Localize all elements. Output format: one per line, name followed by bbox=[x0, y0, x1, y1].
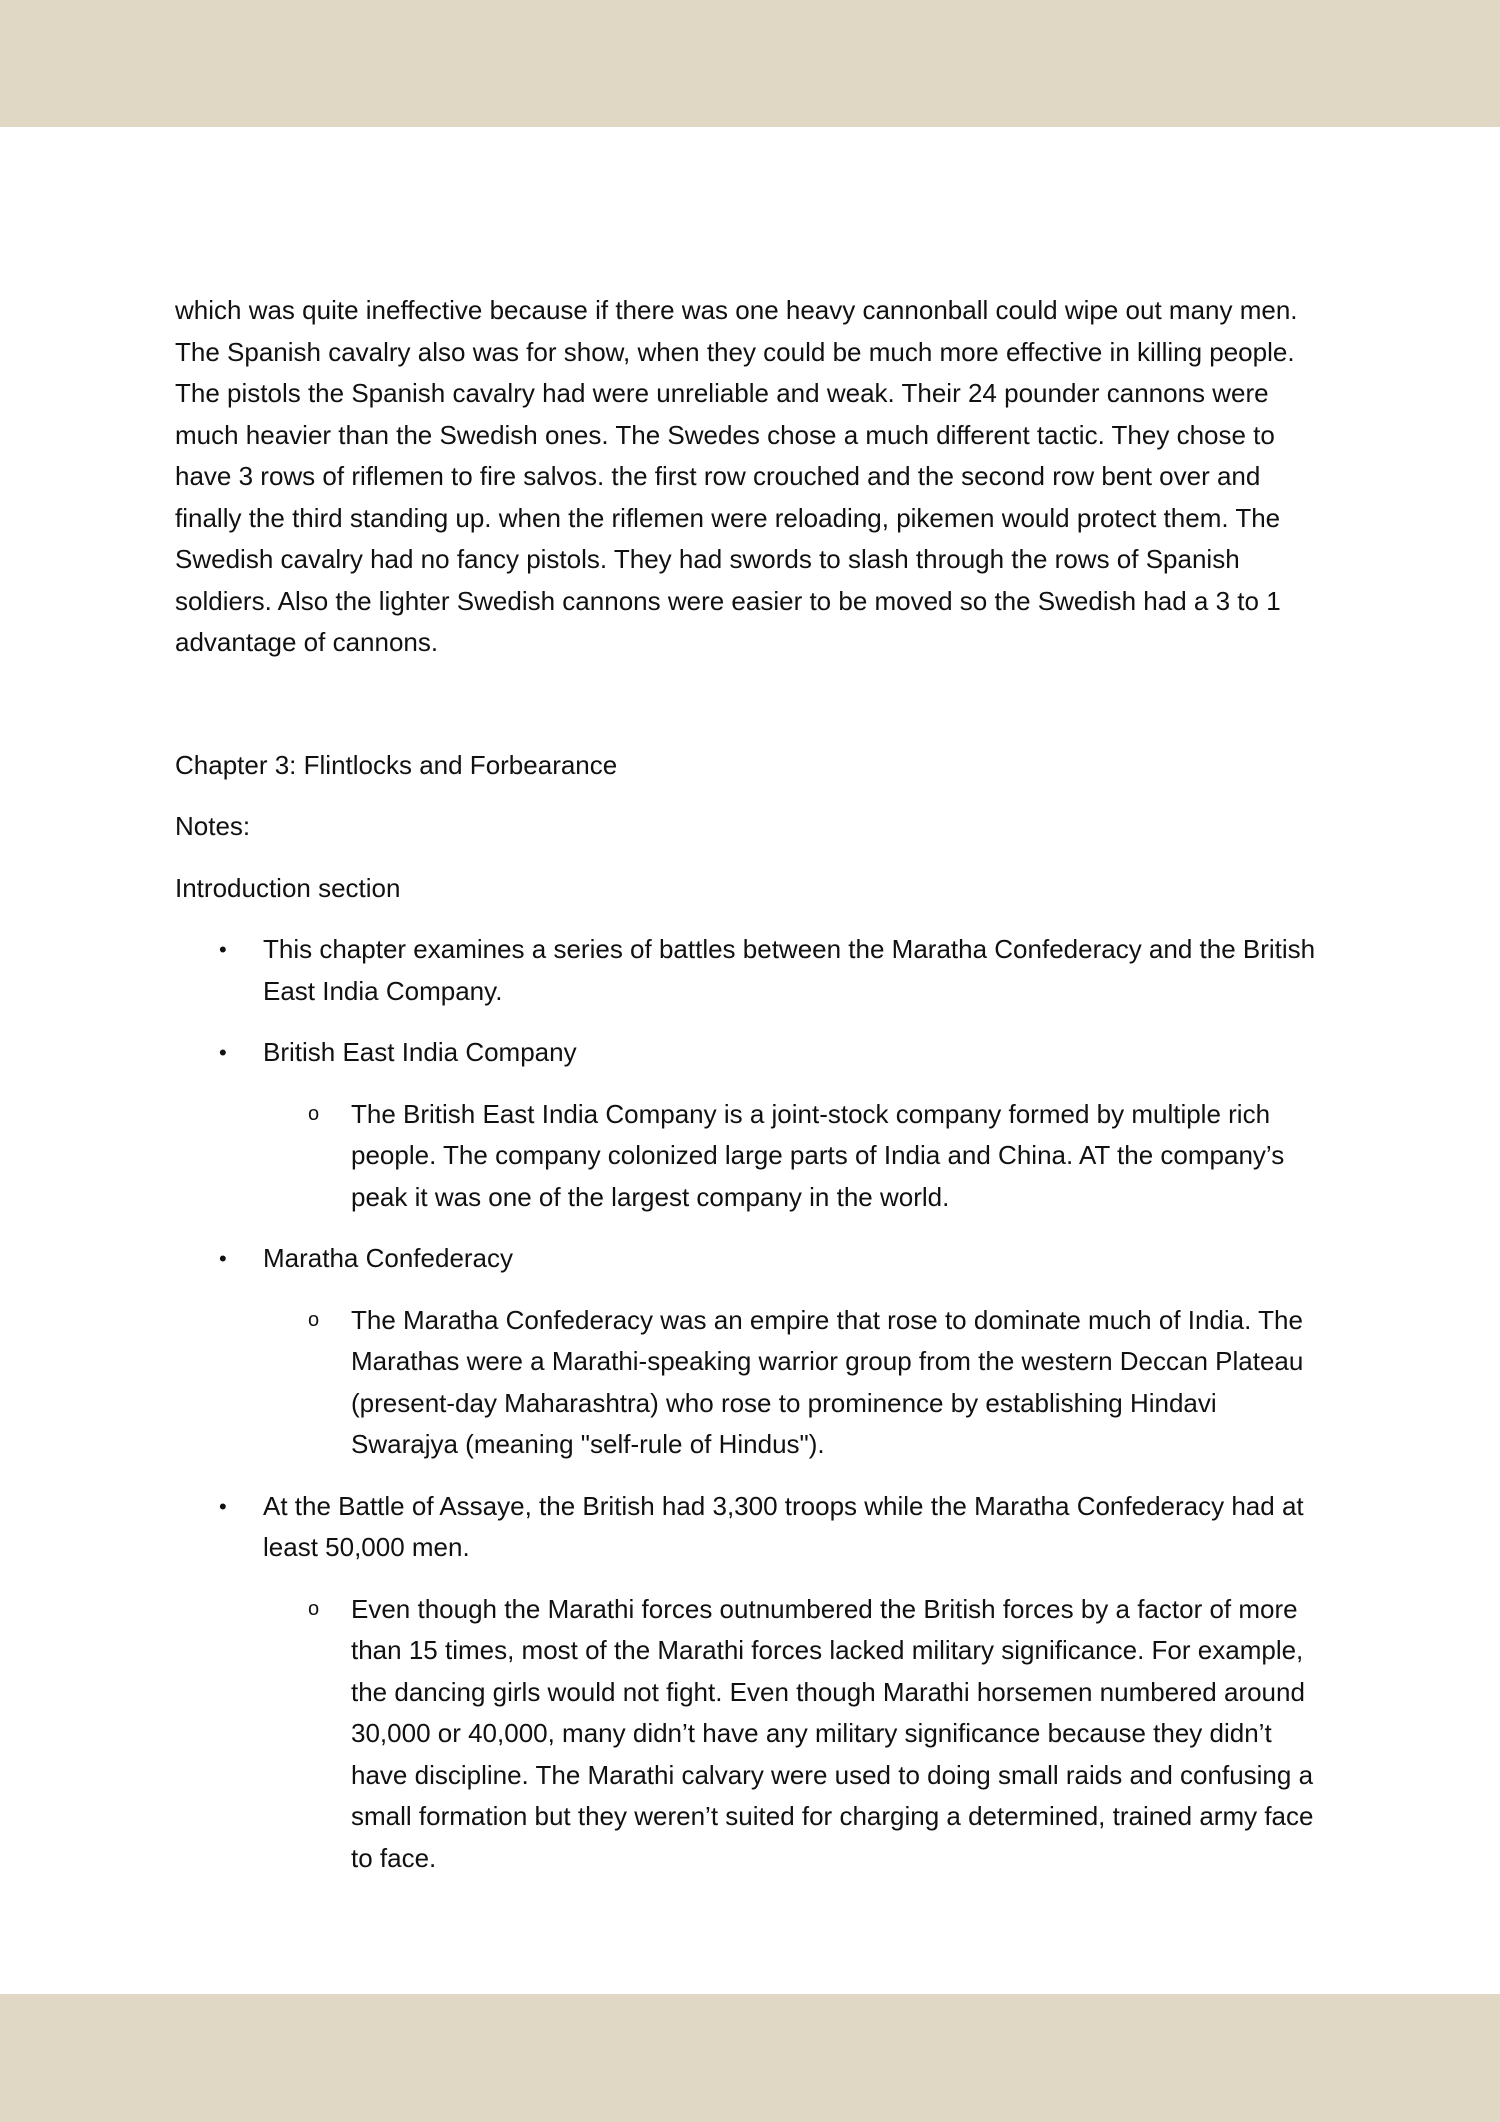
chapter-heading: Chapter 3: Flintlocks and Forbearance bbox=[175, 749, 618, 780]
sub-list-item-text: Even though the Marathi forces outnumbered the British forces by a factor of more than 15 times, most of the Marathi forces lacked military significance. For example, the dancing girls would not fight. Even though Marathi horsemen numbered around 30,000 or 40,000, many didn’t have any military significance because they didn’t have discipline. The Marathi calvary were used to doing small raids and confusing a small formation but they weren’t suited for charging a determined, trained army face to face. bbox=[351, 1593, 1314, 1873]
bullet-list bbox=[175, 929, 1320, 1879]
top-margin-band bbox=[0, 0, 1500, 127]
list-item-text: This chapter examines a series of battles between the Maratha Confederacy and the British East India Company. bbox=[263, 934, 1316, 1006]
sub-bullet-marker: o bbox=[308, 1308, 320, 1331]
continuation-paragraph: which was quite ineffective because if there was one heavy cannonball could wipe out many men. The Spanish cavalry also was for show, when they could be much more effective in killing people. The pistols the Spanish cavalry had were unreliable and weak. Their 24 pounder cannons were much heavier than the Swedish ones. The Swedes chose a much different tactic. They chose to have 3 rows of riflemen to fire salvos. the first row crouched and the second row bent over and finally the third standing up. when the riflemen were reloading, pikemen would protect them. The Swedish cavalry had no fancy pistols. They had swords to slash through the rows of Spanish soldiers. Also the lighter Swedish cannons were easier to be moved so the Swedish had a 3 to 1 advantage of cannons. bbox=[175, 295, 1298, 657]
list-item bbox=[175, 929, 1320, 1012]
list-item-text: Maratha Confederacy bbox=[263, 1243, 514, 1273]
bullet-marker: • bbox=[219, 937, 227, 962]
bullet-marker: • bbox=[219, 1246, 227, 1271]
list-item bbox=[175, 1032, 1320, 1218]
sub-list-item bbox=[263, 1589, 1320, 1880]
list-item-text: At the Battle of Assaye, the British had 3,300 troops while the Maratha Confederacy had at least 50,000 men. bbox=[263, 1490, 1304, 1562]
list-item bbox=[175, 1486, 1320, 1880]
sub-bullet-marker: o bbox=[308, 1597, 320, 1620]
sub-bullet-list bbox=[263, 1300, 1320, 1466]
list-item-text: British East India Company bbox=[263, 1037, 577, 1067]
section-label: Introduction section bbox=[175, 872, 401, 903]
sub-list-item-text: The Maratha Confederacy was an empire that rose to dominate much of India. The Marathas were a Marathi-speaking warrior group from the western Deccan Plateau (present-day Maharashtra) who rose to prominence by establishing Hindavi Swarajya (meaning "self-rule of Hindus"). bbox=[351, 1304, 1304, 1459]
sub-list-item-text: The British East India Company is a joint-stock company formed by multiple rich people. The company colonized large parts of India and China. AT the company’s peak it was one of the largest company in the world. bbox=[351, 1098, 1285, 1212]
list-item bbox=[175, 1238, 1320, 1466]
bottom-margin-band bbox=[0, 1994, 1500, 2122]
sub-list-item bbox=[263, 1094, 1320, 1219]
sub-bullet-marker: o bbox=[308, 1102, 320, 1125]
bullet-marker: • bbox=[219, 1040, 227, 1065]
sub-bullet-list bbox=[263, 1094, 1320, 1219]
bullet-marker: • bbox=[219, 1493, 227, 1519]
notes-label: Notes: bbox=[175, 811, 251, 841]
sub-list-item bbox=[263, 1300, 1320, 1466]
document-page bbox=[175, 290, 1320, 1899]
sub-bullet-list bbox=[263, 1589, 1320, 1880]
